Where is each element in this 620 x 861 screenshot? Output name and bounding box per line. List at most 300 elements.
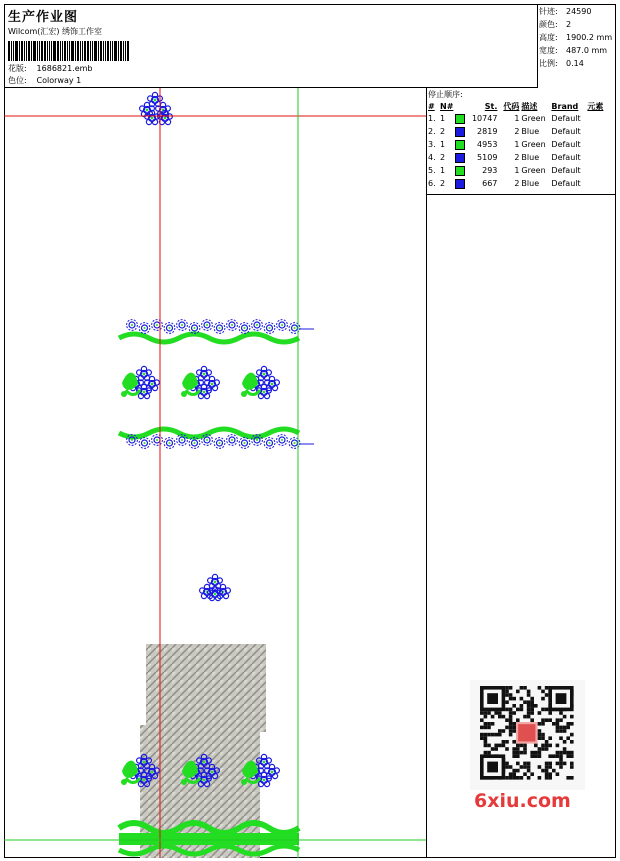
row-n: 2 [440, 153, 446, 162]
qr-module [556, 729, 560, 733]
qr-module [516, 776, 520, 780]
qr-module [552, 769, 556, 773]
qr-module [527, 715, 531, 719]
qr-module [541, 722, 545, 726]
qr-module [545, 708, 549, 712]
table-row [427, 151, 616, 164]
barcode-bar [15, 41, 18, 61]
qr-module [509, 729, 513, 733]
stop-sequence-table [427, 100, 616, 190]
qr-module [516, 690, 520, 694]
row-n: 2 [440, 179, 446, 188]
color-swatch [455, 153, 465, 163]
bottom-band [119, 823, 299, 854]
qr-module [520, 776, 524, 780]
qr-module [502, 715, 506, 719]
qr-module [516, 751, 520, 755]
qr-module [548, 762, 552, 766]
row-st: 4953 [477, 140, 498, 149]
qr-module [541, 718, 545, 722]
barcode-bar [31, 41, 32, 61]
barcode-bar [75, 41, 76, 61]
barcode-bar [98, 41, 99, 61]
qr-module [502, 740, 506, 744]
row-brand: Default [551, 166, 581, 175]
qr-module [520, 708, 524, 712]
barcode-bar [94, 41, 97, 61]
qr-code [470, 680, 585, 790]
barcode-bar [39, 41, 40, 61]
qr-module [512, 751, 516, 755]
row-swatch [454, 164, 468, 177]
row-st: 667 [482, 179, 498, 188]
barcode-bar [21, 41, 23, 61]
rose-motif [239, 438, 250, 449]
row-num: 3. [428, 140, 436, 149]
row-code: 1 [514, 114, 520, 123]
qr-module [484, 715, 488, 719]
qr-module [516, 744, 520, 748]
row-brand: Default [551, 114, 581, 123]
barcode-bar [67, 41, 68, 61]
row-st: 10747 [471, 114, 498, 123]
colorway-line [8, 75, 81, 86]
row-desc: Green [521, 114, 546, 123]
qr-module [527, 690, 531, 694]
design-preview [4, 88, 427, 858]
row-num: 4. [428, 153, 436, 162]
barcode-bar [19, 41, 20, 61]
barcode-bar [123, 41, 124, 61]
qr-module [487, 711, 491, 715]
qr-module [520, 704, 524, 708]
qr-module [556, 772, 560, 776]
barcode [8, 41, 146, 61]
barcode-bar [13, 41, 14, 61]
rose-motif [164, 438, 175, 449]
qr-module [480, 711, 484, 715]
row-desc: Green [521, 140, 546, 149]
row-swatch [454, 151, 468, 164]
qr-module [563, 740, 567, 744]
center-motif [200, 574, 231, 600]
qr-module [509, 776, 513, 780]
qr-module [512, 772, 516, 776]
qr-module [512, 754, 516, 758]
qr-module [484, 726, 488, 730]
qr-module [505, 726, 509, 730]
qr-module [552, 754, 556, 758]
qr-module [548, 718, 552, 722]
qr-module [520, 765, 524, 769]
row-st: 5109 [477, 153, 498, 162]
colorway-value: Colorway 1 [36, 76, 82, 85]
row-n: 1 [440, 140, 446, 149]
qr-module [512, 711, 516, 715]
qr-module [527, 704, 531, 708]
qr-module [556, 762, 560, 766]
qr-module [512, 722, 516, 726]
barcode-bar [114, 41, 117, 61]
row-n: 2 [440, 127, 446, 136]
row-code: 2 [514, 127, 520, 136]
qr-module [505, 693, 509, 697]
barcode-bar [92, 41, 93, 61]
qr-module [530, 751, 534, 755]
qr-module [559, 711, 563, 715]
row-element [586, 164, 616, 177]
rose-motif [277, 320, 288, 331]
qr-module [563, 729, 567, 733]
qr-module [487, 722, 491, 726]
qr-module [566, 722, 570, 726]
qr-module [556, 722, 560, 726]
qr-module [494, 711, 498, 715]
fabric-photo-top [146, 644, 266, 732]
col-st: St. [484, 101, 498, 111]
qr-module [527, 711, 531, 715]
row-num: 2. [428, 127, 436, 136]
qr-module [509, 726, 513, 730]
qr-module [548, 744, 552, 748]
qr-module [545, 740, 549, 744]
qr-module [534, 751, 538, 755]
rose-motif [277, 435, 288, 446]
qr-module [509, 686, 513, 690]
row-st: 293 [482, 166, 498, 175]
qr-module [512, 769, 516, 773]
qr-module [512, 697, 516, 701]
barcode-bar [47, 41, 48, 61]
qr-module [534, 744, 538, 748]
qr-module [538, 686, 542, 690]
color-swatch [455, 140, 465, 150]
barcode-bar [44, 41, 46, 61]
barcode-bar [110, 41, 111, 61]
qr-module [545, 693, 549, 697]
rose-motif [214, 438, 225, 449]
qr-module [566, 726, 570, 730]
row-n: 1 [440, 166, 446, 175]
design-value: 1686821.emb [36, 64, 93, 73]
barcode-bar [77, 41, 79, 61]
qr-module [534, 754, 538, 758]
qr-module [541, 744, 545, 748]
rose-motif [127, 320, 138, 331]
barcode-bar [33, 41, 36, 61]
qr-module [570, 733, 574, 737]
qr-module [545, 772, 549, 776]
qr-module [509, 718, 513, 722]
rose-motif [152, 435, 163, 446]
barcode-bar [82, 41, 83, 61]
row-num: 1. [428, 114, 436, 123]
qr-module [559, 736, 563, 740]
qr-module [487, 726, 491, 730]
qr-module [509, 722, 513, 726]
rose-motif [202, 320, 213, 331]
qr-module [484, 736, 488, 740]
qr-module [530, 700, 534, 704]
barcode-bar [107, 41, 109, 61]
qr-module [484, 711, 488, 715]
qr-module [527, 776, 531, 780]
barcode-bar [80, 41, 81, 61]
qr-module [520, 697, 524, 701]
barcode-bar [118, 41, 119, 61]
stop-sequence-caption: 停止顺序: [428, 90, 463, 99]
qr-module [480, 726, 484, 730]
barcode-bar [90, 41, 91, 61]
qr-module [523, 715, 527, 719]
qr-module [480, 718, 484, 722]
qr-module [527, 762, 531, 766]
table-header-row [427, 100, 616, 112]
barcode-bar [28, 41, 30, 61]
col-num: # [428, 101, 435, 111]
qr-module [538, 747, 542, 751]
qr-module [516, 762, 520, 766]
color-swatch [455, 114, 465, 124]
qr-module [505, 740, 509, 744]
qr-module [487, 744, 491, 748]
col-n: N# [440, 101, 454, 111]
row-swatch [454, 177, 468, 190]
qr-module [545, 776, 549, 780]
col-element: 元素 [587, 101, 604, 111]
qr-module [541, 769, 545, 773]
row-num: 6. [428, 179, 436, 188]
qr-module [534, 704, 538, 708]
barcode-bar [24, 41, 25, 61]
qr-module [538, 754, 542, 758]
row-element [586, 177, 616, 190]
top-motif [140, 92, 173, 124]
colorway-label: 色位: [8, 76, 27, 85]
row-element [586, 112, 616, 125]
color-swatch [455, 179, 465, 189]
qr-module [570, 776, 574, 780]
qr-module [548, 711, 552, 715]
row-desc: Blue [521, 127, 540, 136]
stat-scale: 比例: 0.14 [539, 59, 584, 68]
qr-module [563, 747, 567, 751]
barcode-bar [53, 41, 56, 61]
qr-module [509, 711, 513, 715]
qr-module [559, 762, 563, 766]
qr-module [530, 708, 534, 712]
qr-module [527, 765, 531, 769]
barcode-bar [51, 41, 52, 61]
qr-module [556, 726, 560, 730]
qr-module [530, 718, 534, 722]
qr-module [509, 765, 513, 769]
qr-module [505, 700, 509, 704]
table-row [427, 164, 616, 177]
qr-module [530, 711, 534, 715]
rose-motif [227, 320, 238, 331]
qr-finder-core [487, 693, 498, 704]
qr-module [512, 726, 516, 730]
qr-module [559, 751, 563, 755]
rose-motif [177, 320, 188, 331]
qr-module [523, 765, 527, 769]
col-swatch [454, 100, 468, 112]
qr-module [545, 718, 549, 722]
scallop-border-2 [119, 429, 314, 448]
barcode-bar [127, 41, 129, 61]
barcode-bar [11, 41, 12, 61]
row-element [586, 151, 616, 164]
qr-module [570, 765, 574, 769]
barcode-bar [57, 41, 59, 61]
qr-module [523, 744, 527, 748]
rose-motif [214, 323, 225, 334]
qr-module [509, 697, 513, 701]
color-swatch [455, 127, 465, 137]
qr-module [498, 715, 502, 719]
qr-module [491, 747, 495, 751]
qr-module [538, 765, 542, 769]
design-stats [537, 4, 616, 88]
stat-width: 宽度: 487.0 mm [539, 46, 608, 55]
qr-module [516, 754, 520, 758]
qr-module [484, 740, 488, 744]
qr-module [570, 722, 574, 726]
qr-module [559, 726, 563, 730]
qr-module [548, 776, 552, 780]
row-element [586, 138, 616, 151]
qr-module [505, 718, 509, 722]
qr-module [523, 686, 527, 690]
table-row [427, 177, 616, 190]
qr-module [552, 722, 556, 726]
qr-module [538, 736, 542, 740]
qr-module [541, 747, 545, 751]
qr-module [545, 747, 549, 751]
qr-module [498, 711, 502, 715]
qr-module [498, 729, 502, 733]
barcode-bar [125, 41, 126, 61]
row-desc: Blue [521, 153, 540, 162]
qr-module [545, 765, 549, 769]
qr-module [563, 751, 567, 755]
qr-module [484, 733, 488, 737]
qr-module [530, 704, 534, 708]
barcode-bar [120, 41, 122, 61]
rose-motif [264, 438, 275, 449]
qr-module [527, 693, 531, 697]
qr-module [502, 744, 506, 748]
qr-code-image [470, 680, 585, 790]
qr-module [480, 733, 484, 737]
barcode-bar [62, 41, 63, 61]
qr-module [548, 754, 552, 758]
rose-motif [227, 435, 238, 446]
row-num: 5. [428, 166, 436, 175]
qr-module [559, 758, 563, 762]
qr-module [527, 708, 531, 712]
qr-module [559, 729, 563, 733]
qr-module [538, 722, 542, 726]
qr-module [523, 762, 527, 766]
qr-module [523, 747, 527, 751]
qr-module [516, 708, 520, 712]
row-code: 1 [514, 166, 520, 175]
stat-colors: 颜色: 2 [539, 20, 572, 29]
col-desc: 描述 [521, 101, 538, 111]
qr-module [505, 776, 509, 780]
design-file-line [8, 63, 93, 74]
qr-logo-inner [518, 724, 535, 741]
barcode-bar [87, 41, 89, 61]
row-brand: Default [551, 127, 581, 136]
qr-module [516, 769, 520, 773]
qr-module [491, 733, 495, 737]
qr-module [512, 776, 516, 780]
qr-module [559, 754, 563, 758]
qr-module [523, 700, 527, 704]
qr-module [545, 762, 549, 766]
qr-module [556, 751, 560, 755]
row-brand: Default [551, 153, 581, 162]
qr-module [570, 762, 574, 766]
barcode-bar [60, 41, 61, 61]
qr-module [566, 754, 570, 758]
qr-module [530, 754, 534, 758]
barcode-bar [49, 41, 50, 61]
qr-module [538, 751, 542, 755]
qr-module [541, 697, 545, 701]
qr-module [541, 690, 545, 694]
qr-module [559, 718, 563, 722]
qr-module [520, 744, 524, 748]
qr-module [545, 769, 549, 773]
qr-module [512, 729, 516, 733]
qr-module [563, 715, 567, 719]
row-element [586, 125, 616, 138]
qr-module [541, 736, 545, 740]
qr-module [548, 772, 552, 776]
barcode-bar [37, 41, 38, 61]
table-divider [427, 194, 616, 195]
qr-module [538, 733, 542, 737]
company-name: Wilcom(汇宏) 绣饰工作室 [8, 27, 103, 36]
qr-module [505, 747, 509, 751]
qr-module [523, 772, 527, 776]
row-swatch [454, 138, 468, 151]
row-code: 2 [514, 153, 520, 162]
qr-module [502, 729, 506, 733]
col-brand: Brand [551, 101, 579, 111]
qr-module [548, 765, 552, 769]
scallop-border-1 [119, 320, 314, 342]
qr-module [545, 744, 549, 748]
qr-module [527, 769, 531, 773]
row-st: 2819 [477, 127, 498, 136]
table-row [427, 138, 616, 151]
flower-row-1 [121, 366, 279, 398]
rose-motif [264, 323, 275, 334]
qr-module [541, 708, 545, 712]
row-code: 1 [514, 140, 520, 149]
qr-module [570, 754, 574, 758]
qr-module [566, 776, 570, 780]
qr-module [563, 762, 567, 766]
qr-module [509, 693, 513, 697]
row-swatch [454, 125, 468, 138]
row-brand: Default [551, 179, 581, 188]
